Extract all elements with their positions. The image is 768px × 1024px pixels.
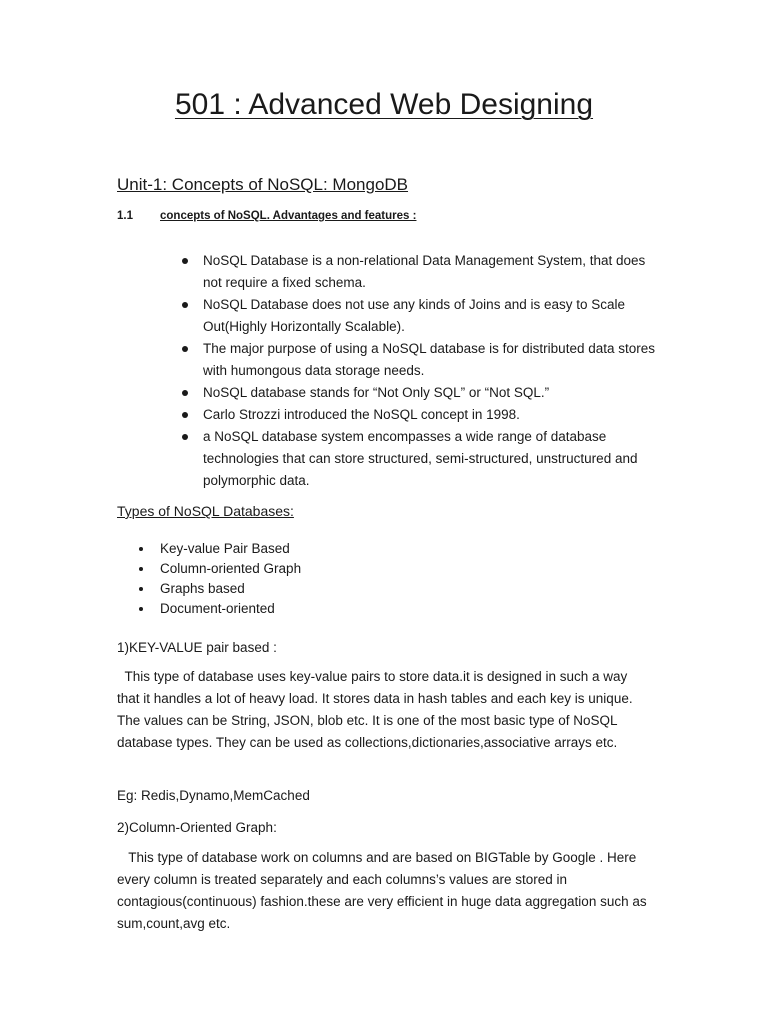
kv-paragraph: This type of database uses key-value pairs to store data.it is designed in such a way that it handles a lot of heavy load. It stores data in hash tables and each key is unique. The values can be String, JSON, blob etc. It is one of the most basic type of NoSQL database types. They can be used as collections,dictionaries,associative arrays etc. <box>117 669 637 750</box>
bullet-icon <box>182 412 188 418</box>
bullet-icon <box>182 258 188 264</box>
kv-example: Eg: Redis,Dynamo,MemCached <box>117 788 310 803</box>
feature-term: NoSQL database <box>203 385 307 400</box>
bullet-icon <box>139 567 143 571</box>
feature-item <box>180 294 660 338</box>
page-title: 501 : Advanced Web Designing <box>174 88 594 121</box>
bullet-icon <box>182 346 188 352</box>
feature-text: a NoSQL database system encompasses a wide range of database technologies that can store structured, semi-structured, unstructured and polymorphic data. <box>203 429 638 488</box>
feature-term: NoSQL <box>203 253 247 268</box>
type-label: Document-oriented <box>160 601 275 616</box>
feature-item <box>180 338 660 382</box>
section-title: concepts of NoSQL. Advantages and features : <box>160 210 417 222</box>
feature-text: Database does not use any kinds of Joins and is easy to Scale Out(Highly Horizontally Scalable). <box>203 297 626 334</box>
features-list <box>180 250 660 492</box>
col-paragraph: This type of database work on columns and are based on BIGTable by Google . Here every column is treated separately and each columns’s values are stored in contagious(continuous) fashion.these are very efficient in huge data aggregation such as sum,count,avg etc. <box>117 850 651 931</box>
section-number: 1.1 <box>117 210 133 222</box>
type-label: Graphs based <box>160 581 245 596</box>
feature-item <box>180 382 660 404</box>
type-item <box>137 539 301 559</box>
feature-term: NoSQL <box>203 297 247 312</box>
feature-item <box>180 426 660 492</box>
feature-text: Carlo Strozzi introduced the NoSQL concept in 1998. <box>203 407 520 422</box>
bullet-icon <box>139 547 143 551</box>
type-label: Column-oriented Graph <box>160 561 302 576</box>
feature-text: Database is a non-relational Data Management System, that does not require a fixed schema. <box>203 253 646 290</box>
bullet-icon <box>139 607 143 611</box>
kv-heading: 1)KEY-VALUE pair based : <box>117 640 277 655</box>
type-item <box>137 599 301 619</box>
feature-text: The major purpose of using a NoSQL database is for distributed data stores with humongous data storage needs. <box>203 341 655 378</box>
type-item <box>137 559 301 579</box>
section-heading <box>117 210 416 222</box>
type-label: Key-value Pair Based <box>160 541 290 556</box>
feature-text: stands for “Not Only SQL” or “Not SQL.” <box>306 385 550 400</box>
bullet-icon <box>182 302 188 308</box>
bullet-icon <box>139 587 143 591</box>
feature-item <box>180 250 660 294</box>
types-list <box>137 539 301 619</box>
type-item <box>137 579 301 599</box>
col-heading: 2)Column-Oriented Graph: <box>117 820 277 835</box>
unit-heading: Unit-1: Concepts of NoSQL: MongoDB <box>117 175 409 194</box>
feature-item <box>180 404 660 426</box>
types-heading: Types of NoSQL Databases: <box>117 503 294 519</box>
bullet-icon <box>182 434 188 440</box>
bullet-icon <box>182 390 188 396</box>
